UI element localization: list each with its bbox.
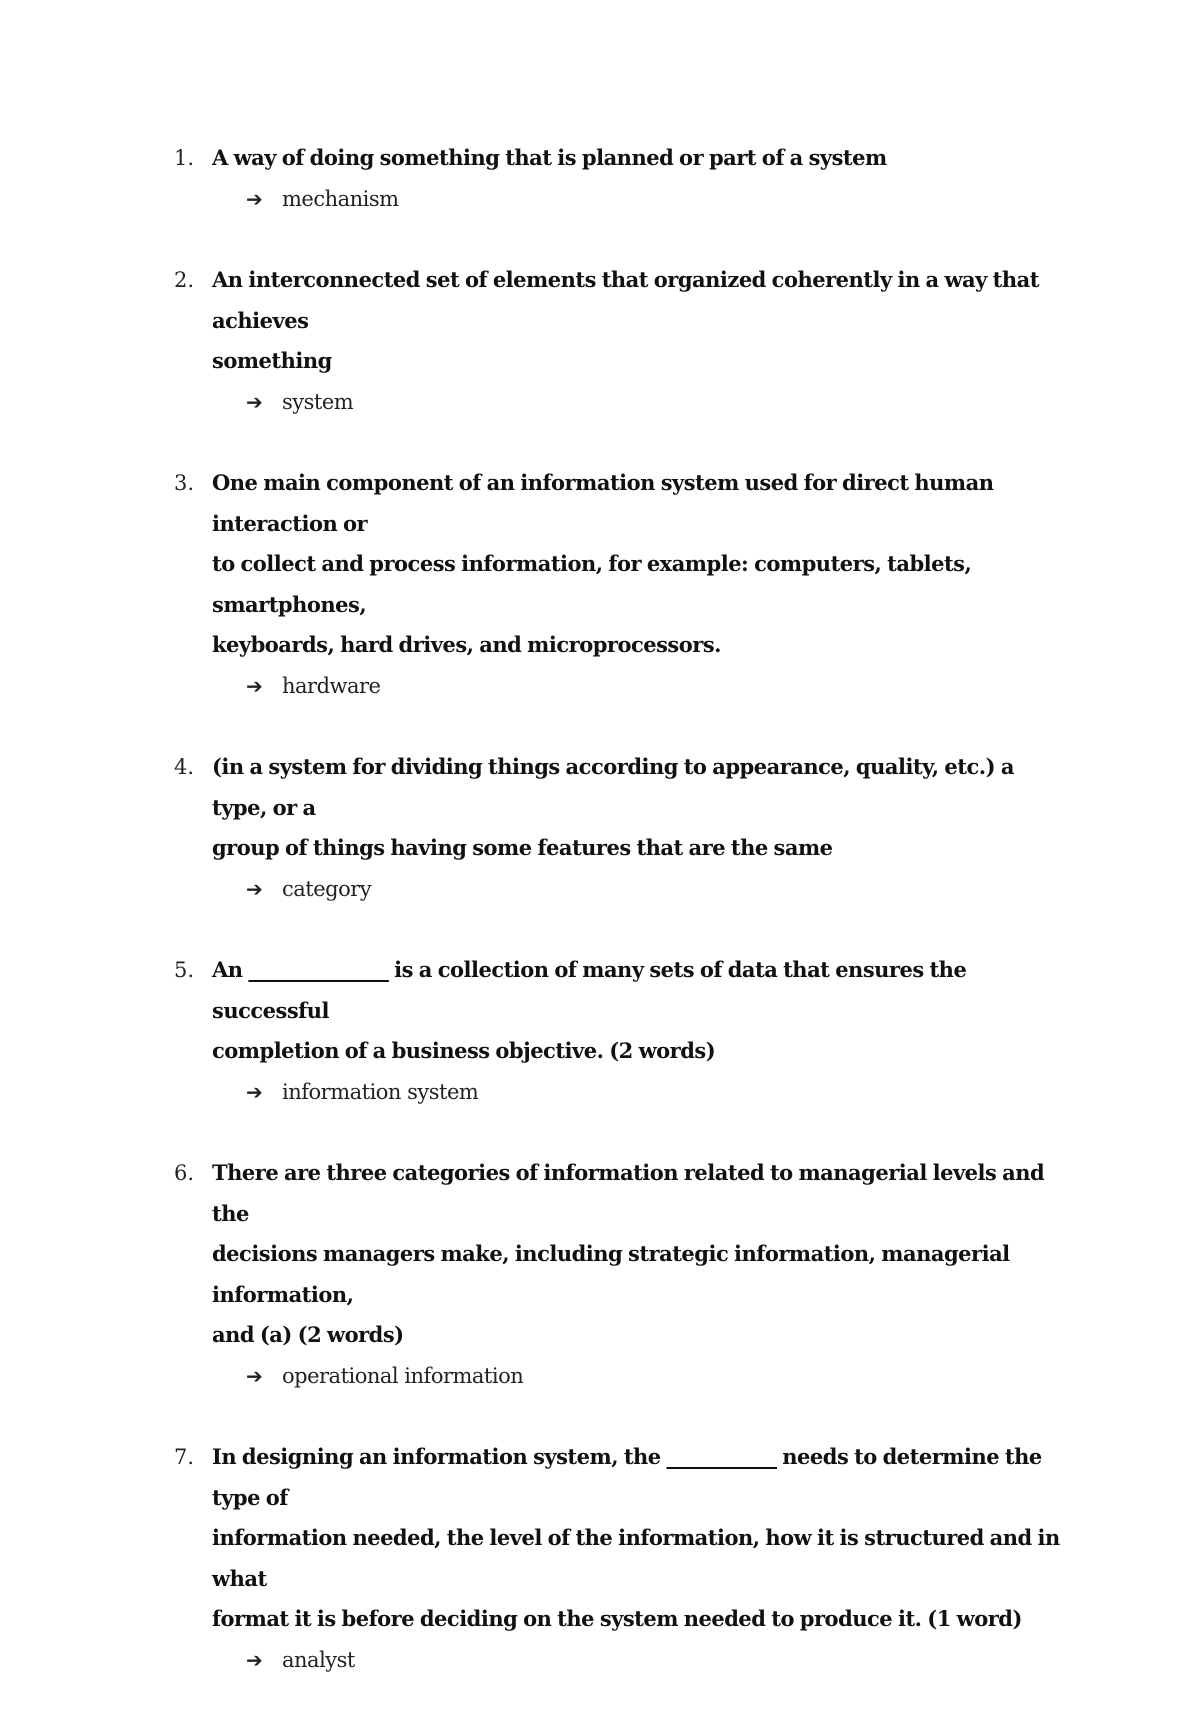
question-item xyxy=(0,260,1200,422)
question-item xyxy=(0,138,1200,219)
question-line: format it is before deciding on the system needed to produce it. (1 word) xyxy=(212,1606,1022,1631)
arrow-right-icon: ➔ xyxy=(246,1079,263,1104)
question-line: to collect and process information, for example: computers, tablets, smartphones, xyxy=(212,551,972,617)
answer-line xyxy=(246,1356,1200,1397)
question-line: decisions managers make, including strategic information, managerial information, xyxy=(212,1241,1010,1307)
question-line: In designing an information system, the ___________ needs to determine the type of xyxy=(212,1444,1042,1510)
answer-text: mechanism xyxy=(282,186,399,211)
arrow-right-icon: ➔ xyxy=(246,186,263,211)
answer-text: analyst xyxy=(282,1647,355,1672)
question-line: There are three categories of information related to managerial levels and the xyxy=(212,1160,1045,1226)
answer-line xyxy=(246,869,1200,910)
answer-line xyxy=(246,382,1200,423)
question-text xyxy=(212,260,1062,382)
question-line: information needed, the level of the information, how it is structured and in what xyxy=(212,1525,1060,1591)
arrow-right-icon: ➔ xyxy=(246,1647,263,1672)
question-line: (in a system for dividing things according to appearance, quality, etc.) a type, or a xyxy=(212,754,1014,820)
question-number: 7. xyxy=(174,1445,195,1469)
answer-text: operational information xyxy=(282,1363,524,1388)
answer-text: system xyxy=(282,389,354,414)
question-text xyxy=(212,1153,1062,1356)
question-line: something xyxy=(212,348,332,373)
question-text xyxy=(212,1437,1062,1640)
answer-text: information system xyxy=(282,1079,479,1104)
question-text xyxy=(212,747,1062,869)
answer-text: hardware xyxy=(282,673,381,698)
question-item xyxy=(0,1437,1200,1680)
question-list xyxy=(0,138,1200,1721)
question-item xyxy=(0,950,1200,1112)
question-number: 4. xyxy=(174,755,195,779)
arrow-right-icon: ➔ xyxy=(246,389,263,414)
question-number: 5. xyxy=(174,958,195,982)
question-line: An interconnected set of elements that organized coherently in a way that achieves xyxy=(212,267,1039,333)
answer-line xyxy=(246,1640,1200,1681)
question-item xyxy=(0,463,1200,706)
question-line: keyboards, hard drives, and microprocessors. xyxy=(212,632,721,657)
answer-line xyxy=(246,666,1200,707)
question-number: 2. xyxy=(174,268,195,292)
question-item xyxy=(0,747,1200,909)
question-line: group of things having some features that are the same xyxy=(212,835,833,860)
arrow-right-icon: ➔ xyxy=(246,1363,263,1388)
answer-line xyxy=(246,1072,1200,1113)
question-number: 6. xyxy=(174,1161,195,1185)
answer-line xyxy=(246,179,1200,220)
question-number: 1. xyxy=(174,146,195,170)
question-line: completion of a business objective. (2 words) xyxy=(212,1038,716,1063)
question-item xyxy=(0,1153,1200,1396)
question-line: An ______________ is a collection of many sets of data that ensures the successful xyxy=(212,957,967,1023)
arrow-right-icon: ➔ xyxy=(246,673,263,698)
question-line: and (a) (2 words) xyxy=(212,1322,404,1347)
question-line: One main component of an information system used for direct human interaction or xyxy=(212,470,994,536)
answer-text: category xyxy=(282,876,372,901)
question-text xyxy=(212,138,1062,179)
question-text xyxy=(212,950,1062,1072)
question-text xyxy=(212,463,1062,666)
question-number: 3. xyxy=(174,471,195,495)
arrow-right-icon: ➔ xyxy=(246,876,263,901)
question-line: A way of doing something that is planned or part of a system xyxy=(212,145,887,170)
